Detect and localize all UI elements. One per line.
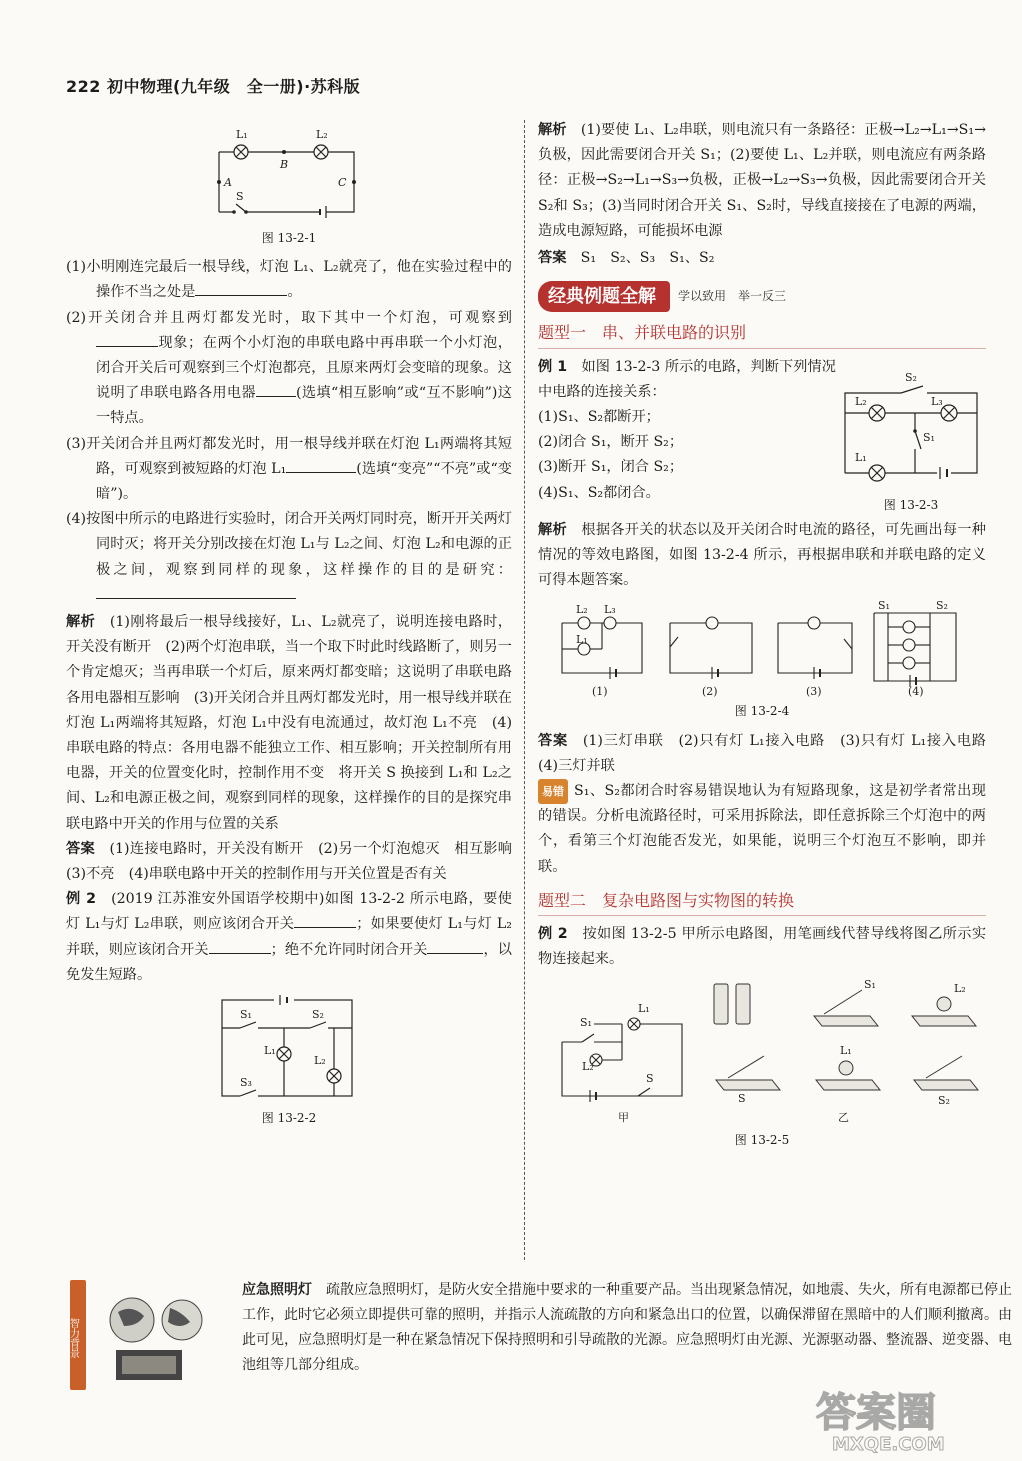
right-column xyxy=(538,118,1001,1158)
figure-caption: 图 13-2-1 xyxy=(261,231,317,245)
circuit-diagram-1 xyxy=(214,124,364,224)
banner-title: 经典例题全解 xyxy=(538,281,670,312)
fig2-L2-label: L₂ xyxy=(314,1054,326,1068)
example-label: 例 1 xyxy=(538,358,568,375)
watermark-logo xyxy=(812,1380,982,1456)
watermark-text: 答案圈 xyxy=(816,1390,936,1436)
fig2-S3-label: S₃ xyxy=(240,1076,252,1090)
fig1-L1-label: L₁ xyxy=(236,128,248,141)
answer-label: 答案 xyxy=(66,840,95,857)
fig2-L1-label: L₁ xyxy=(264,1044,276,1058)
ex1-item-1: (1)S₁、S₂都断开； xyxy=(538,409,660,426)
example-2-text-d: ，以免发生短路。 xyxy=(66,941,512,983)
fig4-L3-label: L₃ xyxy=(604,603,616,617)
question-2-text-c: (选填“相互影响”或“互不影响”)这一特点。 xyxy=(96,385,512,427)
ex1-item-3: (3)断开 S₁，闭合 S₂； xyxy=(538,459,684,476)
analysis-2 xyxy=(538,118,986,244)
fig5-L1-label: L₁ xyxy=(638,1002,650,1016)
figure-13-2-4 xyxy=(538,597,986,724)
example-1-answer xyxy=(538,729,1001,779)
question-1 xyxy=(66,255,512,305)
fig4-sub-label-4: (4) xyxy=(908,685,924,699)
error-tip xyxy=(538,779,986,880)
answer-blank[interactable] xyxy=(96,331,158,347)
fig5-yi-label: 乙 xyxy=(838,1111,849,1125)
fig5-yi-S2-label: S₂ xyxy=(938,1094,950,1108)
fig5-yi-L2-label: L₂ xyxy=(954,982,966,996)
fig5-S-label: S xyxy=(646,1072,654,1086)
left-column xyxy=(66,120,527,1135)
column-divider xyxy=(524,120,525,1260)
fig5-yi-S-label: S xyxy=(738,1092,746,1106)
tip-text: S₁、S₂都闭合时容易错误地认为有短路现象，这是初学者常出现的错误。分析电流路径时，可采用拆除法，即任意拆除三个灯泡中的两个，看第三个灯泡能否发光，如果能，说明三个灯泡互不影响，即并联。 xyxy=(538,783,986,875)
question-3-text-b: (选填“变亮”“不亮”或“变暗”)。 xyxy=(96,460,512,503)
analysis-label: 解析 xyxy=(538,122,567,138)
fig1-B-label: B xyxy=(280,158,289,171)
analysis-text: (1)要使 L₁、L₂串联，则电流只有一条路径：正极→L₂→L₁→S₁→负极，因此需要闭合开关 S₁；(2)要使 L₁、L₂并联，则电流应有两条路径：正极→S₂→L₁→S₃→负极，正极→L₂→S₃→负极，因此需要闭合开关 S₂和 S₃；(3)当同时闭合开关 S₁、S₂时，导线直接接在了电源的两端，造成电源短路，可能损坏电源 xyxy=(538,122,986,239)
answer-blank[interactable] xyxy=(209,938,271,954)
figure-caption: 图 13-2-4 xyxy=(734,704,790,719)
question-2 xyxy=(66,306,512,432)
analysis-1 xyxy=(66,610,512,837)
ex1-item-2: (2)闭合 S₁，断开 S₂； xyxy=(538,434,684,451)
example-1 xyxy=(538,355,836,405)
analysis-label: 解析 xyxy=(66,614,96,631)
example-1-block xyxy=(538,355,986,518)
figure-caption: 图 13-2-3 xyxy=(883,497,939,512)
circuit-diagram-4 xyxy=(552,597,972,697)
fig5-jia-label: 甲 xyxy=(618,1111,629,1125)
answer-label: 答案 xyxy=(538,250,567,267)
fig3-S2-label: S₂ xyxy=(905,370,917,384)
circuit-diagram-2 xyxy=(214,992,364,1104)
question-3-text-a: (3)开关闭合并且两灯都发光时，用一根导线并联在灯泡 L₁两端将其短路，可观察到被短路的灯泡 L₁ xyxy=(66,435,512,477)
example-1-analysis xyxy=(538,518,986,594)
globe-book-icon xyxy=(67,1278,210,1396)
fig4-sub-label-1: (1) xyxy=(592,685,608,699)
example-label: 例 2 xyxy=(66,891,96,908)
answer-text: S₁ S₂、S₃ S₁、S₂ xyxy=(580,250,715,267)
answer-label: 答案 xyxy=(538,732,568,749)
answer-1 xyxy=(66,837,527,887)
answer-blank[interactable] xyxy=(195,280,287,296)
type-1-title: 题型一 串、并联电路的识别 xyxy=(538,320,986,348)
analysis-text: (1)刚将最后一根导线接好，L₁、L₂就亮了，说明连接电路时，开关没有断开 (2)两个灯泡串联，当一个取下时此时线路断了，则另一个肯定熄灭；当再串联一个灯后，原来两灯都变暗；这说明了串联电路各用电器相互影响 (3)开关闭合并且两灯都发光时，用一根导线并联在灯泡 L₁两端将其短路，灯泡 L₁中没有电流通过，故灯泡 L₁不亮 (4)串联电路的特点：各用电器不能独立工作、相互影响；开关控制所有用电器，开关的位置变化时，控制作用不变 将开关 S 换接到 L₁和 L₂之间、L₂和电源正极之间，观察到同样的现象，这样操作的目的是探究串联电路中开关的作用与位置的关系 xyxy=(66,614,512,832)
type-2-title: 题型二 复杂电路图与实物图的转换 xyxy=(538,888,986,916)
example-label: 例 2 xyxy=(538,926,568,943)
example-1-text-block xyxy=(538,355,836,518)
footer-illustration xyxy=(67,1278,210,1396)
fig5-L2-label: L₂ xyxy=(582,1060,594,1074)
footer-text-block xyxy=(242,1278,1022,1378)
fig1-S-label: S xyxy=(236,190,244,203)
example-2-text-a: (2019 江苏淮安外国语学校期中)如图 13-2-2 所示电路，要使灯 L₁与灯 L₂串联，则应该闭合开关 xyxy=(66,891,512,933)
figure-13-2-3 xyxy=(836,361,986,518)
question-4 xyxy=(66,507,512,608)
section-banner xyxy=(538,281,986,312)
example-2 xyxy=(66,887,512,988)
figure-13-2-2 xyxy=(66,992,512,1131)
question-1-end: 。 xyxy=(287,284,302,301)
question-3 xyxy=(66,432,512,508)
fig3-L3-label: L₃ xyxy=(931,394,943,408)
answer-blank[interactable] xyxy=(286,457,356,473)
question-4-text: (4)按图中所示的电路进行实验时，闭合开关两灯同时亮，断开开关两灯同时灭；将开关分别改接在灯泡 L₁与 L₂之间、灯泡 L₂和电源的正极之间，观察到同样的现象，这样操作的目的是研究： xyxy=(66,511,512,578)
answer-blank[interactable] xyxy=(427,938,483,954)
fig5-yi-S1-label: S₁ xyxy=(864,978,876,992)
circuit-diagram-3 xyxy=(837,361,985,491)
fig3-S1-label: S₁ xyxy=(923,430,935,444)
fig3-L1-label: L₁ xyxy=(855,450,867,464)
banner-subtitle: 学以致用 举一反三 xyxy=(678,289,787,304)
ex1-item-4: (4)S₁、S₂都闭合。 xyxy=(538,484,660,501)
fig4-sub-label-3: (3) xyxy=(806,685,822,699)
fig1-C-label: C xyxy=(338,176,347,189)
fig4-L2-label: L₂ xyxy=(576,603,588,617)
fig3-L2-label: L₂ xyxy=(855,394,867,408)
answer-text: (1)连接电路时，开关没有断开 (2)另一个灯泡熄灭 相互影响 (3)不亮 (4)串联电路中开关的控制作用与开关位置是否有关 xyxy=(66,840,527,883)
analysis-label: 解析 xyxy=(538,521,567,538)
footer-title: 应急照明灯 xyxy=(242,1282,312,1298)
circuit-diagram-5 xyxy=(542,976,982,1126)
example-2-text-c: ；绝不允许同时闭合开关 xyxy=(270,941,428,958)
figure-caption: 图 13-2-5 xyxy=(734,1133,790,1148)
fig4-S1-label: S₁ xyxy=(878,599,890,613)
answer-text: (1)三灯串联 (2)只有灯 L₁接入电路 (3)只有灯 L₁接入电路 (4)三灯并联 xyxy=(538,732,1001,774)
page-header: 222 初中物理(九年级 全一册)·苏科版 xyxy=(66,77,361,96)
tip-badge: 易错 xyxy=(538,779,568,804)
watermark xyxy=(812,1380,982,1456)
figure-caption: 图 13-2-2 xyxy=(261,1111,317,1126)
figure-13-2-5 xyxy=(538,976,986,1153)
figure-13-2-1 xyxy=(66,124,512,251)
fig5-yi-L1-label: L₁ xyxy=(840,1044,852,1058)
fig1-L2-label: L₂ xyxy=(316,128,328,141)
answer-blank[interactable] xyxy=(294,912,356,928)
fig4-S2-label: S₂ xyxy=(936,599,948,613)
question-1-text: (1)小明刚连完最后一根导线，灯泡 L₁、L₂就亮了，他在实验过程中的操作不当之处是 xyxy=(66,259,512,301)
footer-badge: 智力背景 xyxy=(67,1318,79,1358)
example-2-right xyxy=(538,922,986,972)
fig4-sub-label-2: (2) xyxy=(702,685,718,699)
fig2-S1-label: S₁ xyxy=(240,1008,252,1022)
footer-body: 疏散应急照明灯，是防火安全措施中要求的一种重要产品。当出现紧急情况，如地震、失火，所有电源都已停止工作，此时它必须立即提供可靠的照明，并指示人流疏散的方向和紧急出口的位置，以确保滞留在黑暗中的人们顺利撤离。由此可见，应急照明灯是一种在紧急情况下保持照明和引导疏散的光源。应急照明灯由光源、光源驱动器、整流器、逆变器、电池组等几部分组成。 xyxy=(242,1282,1012,1373)
example-2-text: 按如图 13-2-5 甲所示电路图，用笔画线代替导线将图乙所示实物连接起来。 xyxy=(538,926,987,968)
fig5-S1-label: S₁ xyxy=(580,1016,592,1030)
watermark-sub: MXQE.COM xyxy=(832,1434,945,1455)
example-1-text: 如图 13-2-3 所示的电路，判断下列情况中电路的连接关系： xyxy=(538,358,836,400)
answer-blank[interactable] xyxy=(256,381,296,397)
example-2-text-b: ；如果要使灯 L₁与灯 L₂并联，则应该闭合开关 xyxy=(66,916,512,958)
question-2-text-a: (2)开关闭合并且两灯都发光时，取下其中一个灯泡，可观察到 xyxy=(66,309,512,326)
fig1-A-label: A xyxy=(224,176,232,189)
analysis-text: 根据各开关的状态以及开关闭合时电流的路径，可先画出每一种情况的等效电路图，如图 13-2-4 所示，再根据串联和并联电路的定义可得本题答案。 xyxy=(538,521,986,589)
fig2-S2-label: S₂ xyxy=(312,1008,324,1022)
answer-blank[interactable] xyxy=(96,583,296,599)
answer-2 xyxy=(538,246,986,271)
fig4-L1-label: L₁ xyxy=(576,633,588,647)
question-2-text-b: 现象；在两个小灯泡的串联电路中再串联一个小灯泡，闭合开关后可观察到三个灯泡都亮，且原来两灯会变暗的现象。这说明了串联电路各用电器 xyxy=(96,334,512,402)
